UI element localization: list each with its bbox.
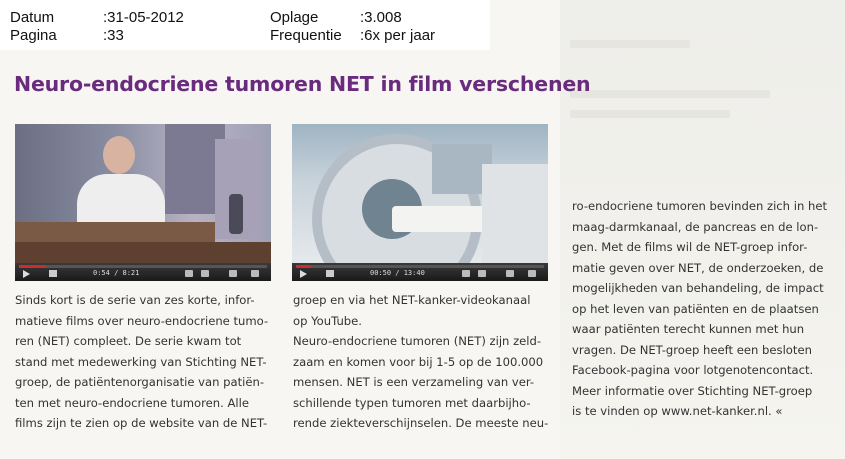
video-player-1[interactable] <box>15 124 271 281</box>
oplage-value: :3.008 <box>360 9 402 26</box>
frequentie-label: Frequentie <box>270 27 342 44</box>
volume-icon[interactable] <box>49 270 57 277</box>
size-icon[interactable] <box>229 270 237 277</box>
settings-icon[interactable] <box>478 270 486 277</box>
article-headline: Neuro-endocriene tumoren NET in film verschenen <box>14 72 591 96</box>
clipping-metadata <box>0 0 490 50</box>
video-2-controls[interactable] <box>292 263 548 281</box>
text-line: films zijn te zien op de website van de NET- <box>15 416 268 430</box>
video-frame-scanner <box>292 124 548 263</box>
article-column-2 <box>293 290 548 434</box>
video-2-progress[interactable] <box>296 265 544 268</box>
volume-icon[interactable] <box>326 270 334 277</box>
text-line: maag-darmkanaal, de pancreas en de lon- <box>572 219 819 234</box>
video-1-progress[interactable] <box>19 265 267 268</box>
text-line: schillende typen tumoren met daarbijho- <box>293 395 531 410</box>
datum-value: :31-05-2012 <box>103 9 184 26</box>
text-line: vragen. De NET-groep heeft een besloten <box>572 342 812 357</box>
video-frame-doctor <box>15 124 271 263</box>
text-line: rende ziekteverschijnselen. De meeste neu- <box>293 416 549 430</box>
settings-icon[interactable] <box>201 270 209 277</box>
oplage-label: Oplage <box>270 9 319 26</box>
text-line: is te vinden op www.net-kanker.nl. « <box>572 404 783 418</box>
article-column-1 <box>15 290 268 434</box>
text-line: mensen. NET is een verzameling van ver- <box>293 375 535 389</box>
text-line: zaam en komen voor bij 1-5 op de 100.000 <box>293 354 544 369</box>
text-line: op het leven van patiënten en de plaatsen <box>572 301 819 316</box>
play-icon[interactable] <box>23 270 30 278</box>
size-icon[interactable] <box>506 270 514 277</box>
captions-icon[interactable] <box>185 270 193 277</box>
text-line: Facebook-pagina voor lotgenotencontact. <box>572 363 814 377</box>
text-line: groep, de patiëntenorganisatie van patiën- <box>15 375 265 389</box>
text-line: stand met medewerking van Stichting NET- <box>15 354 267 369</box>
play-icon[interactable] <box>300 270 307 278</box>
pagina-value: :33 <box>103 27 124 44</box>
pagina-label: Pagina <box>10 27 57 44</box>
frequentie-value: :6x per jaar <box>360 27 436 44</box>
video-2-time: 00:50 / 13:40 <box>370 269 425 277</box>
article-column-3 <box>572 196 827 422</box>
text-line: matie geven over NET, de onderzoeken, de <box>572 260 824 275</box>
text-line: Meer informatie over Stichting NET-groep <box>572 383 813 398</box>
text-line: Neuro-endocriene tumoren (NET) zijn zeld- <box>293 334 542 348</box>
text-line: ro-endocriene tumoren bevinden zich in het <box>572 199 828 213</box>
video-1-time: 0:54 / 8:21 <box>93 269 140 277</box>
text-line: ten met neuro-endocriene tumoren. Alle <box>15 395 249 410</box>
text-line: waar patiënten terecht kunnen met hun <box>572 322 805 336</box>
fullscreen-icon[interactable] <box>251 270 259 277</box>
text-line: Sinds kort is de serie van zes korte, infor- <box>15 293 255 307</box>
text-line: op YouTube. <box>293 313 362 328</box>
text-line: ren (NET) compleet. De serie kwam tot <box>15 334 242 348</box>
text-line: gen. Met de films wil de NET-groep infor- <box>572 240 808 254</box>
video-player-2[interactable] <box>292 124 548 281</box>
datum-label: Datum <box>10 9 55 26</box>
text-line: groep en via het NET-kanker-videokanaal <box>293 293 531 307</box>
captions-icon[interactable] <box>462 270 470 277</box>
text-line: matieve films over neuro-endocriene tumo- <box>15 313 269 328</box>
video-1-controls[interactable] <box>15 263 271 281</box>
text-line: mogelijkheden van behandeling, de impact <box>572 281 824 295</box>
fullscreen-icon[interactable] <box>528 270 536 277</box>
